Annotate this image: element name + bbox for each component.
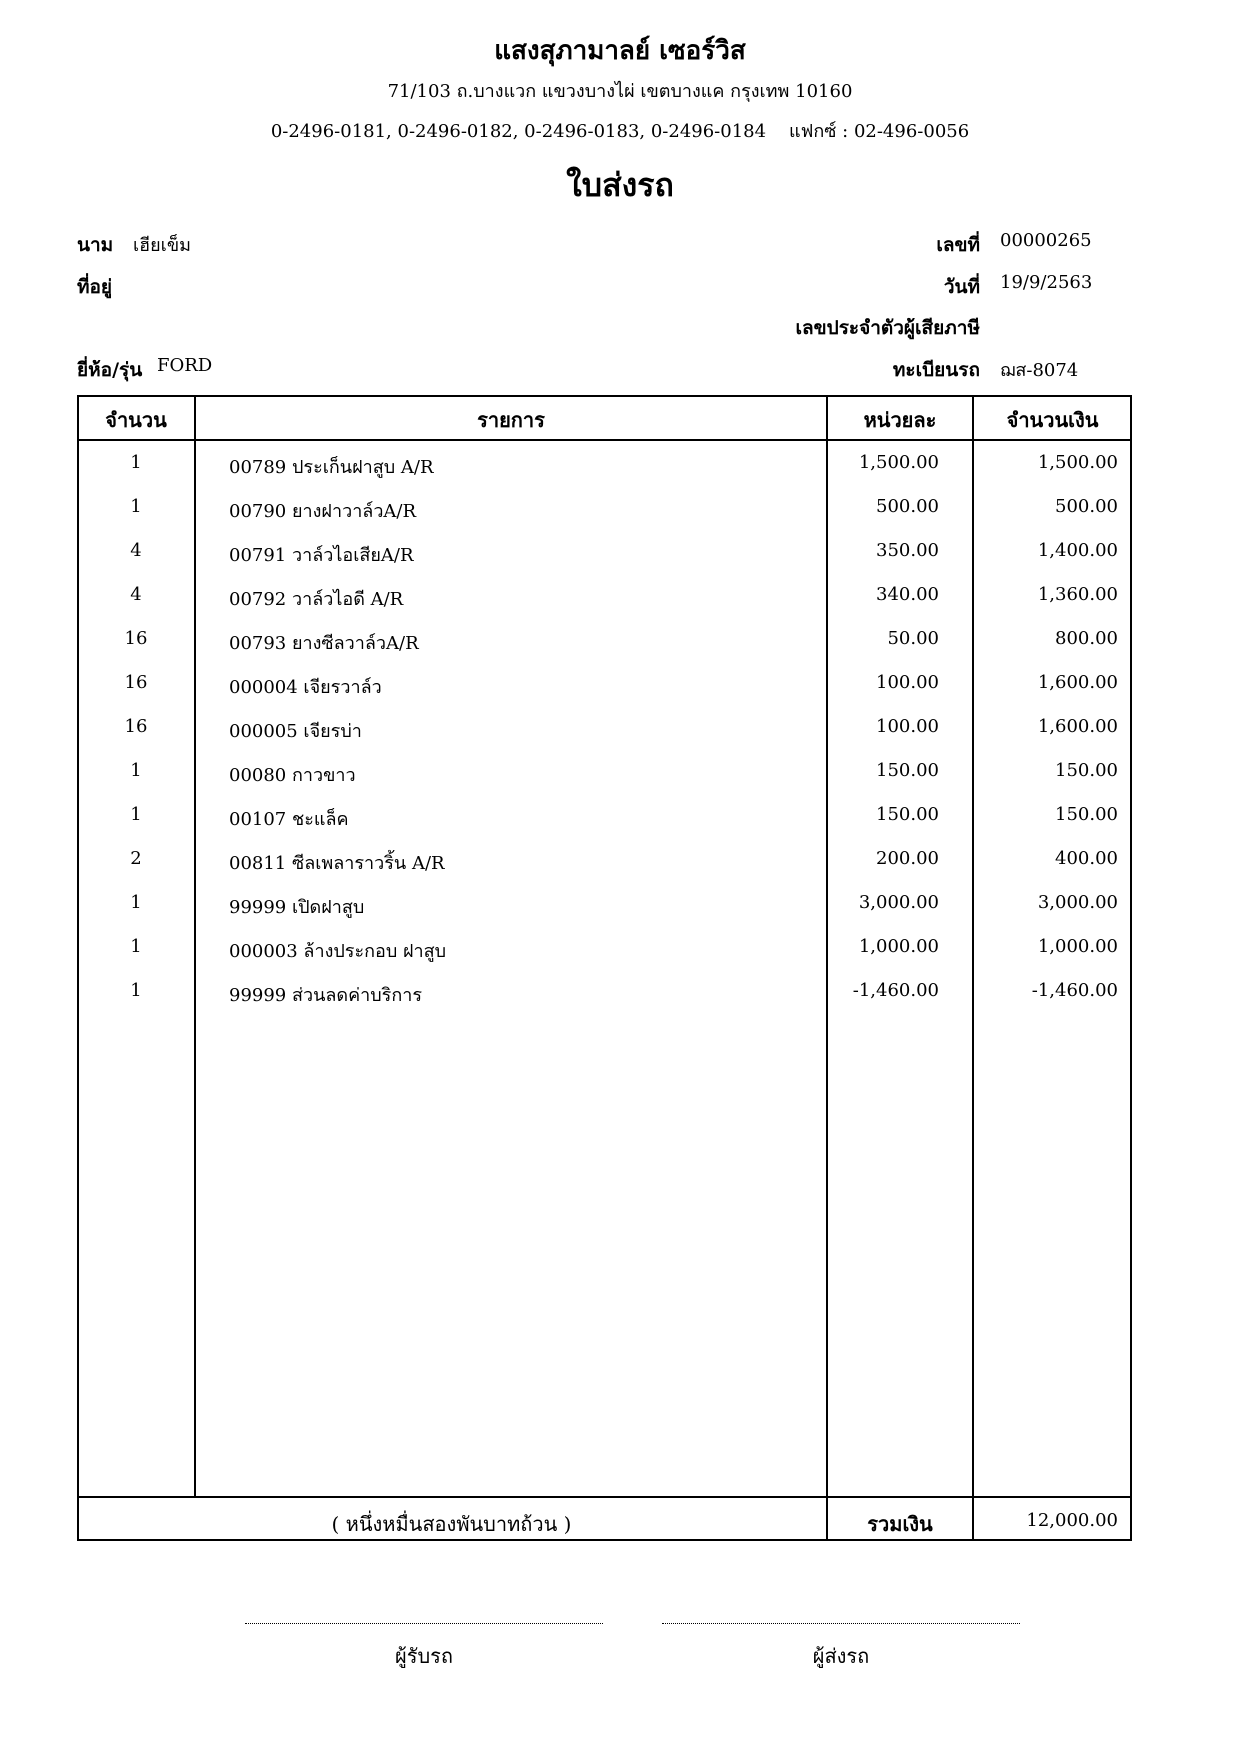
doc-date-value: 19/9/2563 — [1000, 272, 1093, 293]
table-row — [0, 628, 1240, 672]
row-amount: 400.00 — [1055, 848, 1118, 869]
row-qty: 16 — [124, 628, 148, 649]
row-unit-price: 200.00 — [876, 848, 939, 869]
row-qty: 1 — [130, 892, 142, 913]
table-row — [0, 936, 1240, 980]
row-description: 00107 ชะแล็ค — [229, 809, 349, 830]
table-row — [0, 980, 1240, 1024]
row-amount: 1,000.00 — [1037, 936, 1118, 957]
table-row — [0, 892, 1240, 936]
table-row — [0, 804, 1240, 848]
sender-signature-label: ผู้ส่งรถ — [812, 1644, 870, 1668]
plate-value: ฌส-8074 — [1000, 360, 1079, 381]
row-amount: -1,460.00 — [1031, 980, 1118, 1001]
row-amount: 1,500.00 — [1037, 452, 1118, 473]
row-qty: 1 — [130, 452, 142, 473]
row-unit-price: 350.00 — [876, 540, 939, 561]
row-amount: 1,600.00 — [1037, 672, 1118, 693]
row-unit-price: 100.00 — [876, 672, 939, 693]
company-fax: แฟกซ์ : 02-496-0056 — [788, 121, 970, 142]
row-description: 99999 เปิดฝาสูบ — [229, 897, 365, 918]
table-row — [0, 848, 1240, 892]
vehicle-brand-value: FORD — [157, 355, 213, 376]
tax-id-label: เลขประจำตัวผู้เสียภาษี — [795, 317, 980, 339]
row-description: 000003 ล้างประกอบ ฝาสูบ — [229, 941, 447, 962]
amount-in-words: ( หนึ่งหมื่นสองพันบาทถ้วน ) — [331, 1512, 572, 1536]
total-label: รวมเงิน — [867, 1512, 933, 1536]
row-description: 00793 ยางซีลวาล์วA/R — [229, 633, 419, 654]
customer-address-label: ที่อยู่ — [77, 276, 113, 298]
total-value: 12,000.00 — [1026, 1510, 1118, 1531]
row-description: 000004 เจียรวาล์ว — [229, 677, 382, 698]
customer-name-value: เฮียเข็ม — [133, 235, 192, 256]
row-description: 000005 เจียรบ่า — [229, 721, 362, 742]
header-amount: จำนวนเงิน — [1006, 408, 1099, 432]
table-row — [0, 540, 1240, 584]
doc-number-value: 00000265 — [1000, 230, 1092, 251]
row-unit-price: 50.00 — [887, 628, 939, 649]
row-description: 00790 ยางฝาวาล์วA/R — [229, 501, 417, 522]
row-qty: 2 — [130, 848, 142, 869]
row-amount: 1,360.00 — [1037, 584, 1118, 605]
doc-number-label: เลขที่ — [936, 234, 980, 256]
company-name: แสงสุภามาลย์ เซอร์วิส — [494, 36, 746, 66]
row-description: 00789 ประเก็นฝาสูบ A/R — [229, 457, 434, 478]
customer-name-label: นาม — [77, 234, 114, 256]
company-address: 71/103 ถ.บางแวก แขวงบางไผ่ เขตบางแค กรุงเทพ 10160 — [387, 81, 853, 102]
row-qty: 16 — [124, 672, 148, 693]
row-qty: 1 — [130, 936, 142, 957]
row-amount: 1,400.00 — [1037, 540, 1118, 561]
row-unit-price: 340.00 — [876, 584, 939, 605]
header-qty: จำนวน — [105, 408, 167, 432]
doc-date-label: วันที่ — [943, 276, 980, 298]
table-row — [0, 716, 1240, 760]
document-title: ใบส่งรถ — [566, 166, 674, 204]
row-amount: 150.00 — [1055, 804, 1118, 825]
row-unit-price: 150.00 — [876, 804, 939, 825]
row-unit-price: -1,460.00 — [852, 980, 939, 1001]
header-description: รายการ — [477, 408, 545, 432]
row-qty: 1 — [130, 760, 142, 781]
table-row — [0, 496, 1240, 540]
row-qty: 1 — [130, 804, 142, 825]
row-description: 00811 ซีลเพลาราวริ้น A/R — [229, 853, 445, 874]
row-qty: 4 — [130, 584, 142, 605]
table-row — [0, 760, 1240, 804]
row-qty: 4 — [130, 540, 142, 561]
row-unit-price: 150.00 — [876, 760, 939, 781]
row-unit-price: 1,500.00 — [858, 452, 939, 473]
row-amount: 150.00 — [1055, 760, 1118, 781]
vehicle-brand-label: ยี่ห้อ/รุ่น — [77, 359, 143, 381]
row-unit-price: 100.00 — [876, 716, 939, 737]
row-description: 99999 ส่วนลดค่าบริการ — [229, 985, 423, 1006]
company-phones: 0-2496-0181, 0-2496-0182, 0-2496-0183, 0-2496-0184 — [270, 121, 767, 142]
row-qty: 16 — [124, 716, 148, 737]
row-unit-price: 3,000.00 — [858, 892, 939, 913]
header-unit-price: หน่วยละ — [863, 408, 937, 432]
receiver-signature-label: ผู้รับรถ — [394, 1644, 453, 1668]
company-contact — [0, 116, 1240, 145]
row-unit-price: 1,000.00 — [858, 936, 939, 957]
row-description: 00792 วาล์วไอดี A/R — [229, 589, 404, 610]
row-amount: 800.00 — [1055, 628, 1118, 649]
row-amount: 3,000.00 — [1037, 892, 1118, 913]
sender-signature-line — [662, 1623, 1020, 1624]
row-qty: 1 — [130, 980, 142, 1001]
row-unit-price: 500.00 — [876, 496, 939, 517]
table-row — [0, 584, 1240, 628]
row-amount: 500.00 — [1055, 496, 1118, 517]
table-row — [0, 452, 1240, 496]
row-description: 00080 กาวขาว — [229, 765, 356, 786]
row-description: 00791 วาล์วไอเสียA/R — [229, 545, 414, 566]
receiver-signature-line — [245, 1623, 603, 1624]
plate-label: ทะเบียนรถ — [892, 359, 980, 381]
row-qty: 1 — [130, 496, 142, 517]
table-row — [0, 672, 1240, 716]
row-amount: 1,600.00 — [1037, 716, 1118, 737]
